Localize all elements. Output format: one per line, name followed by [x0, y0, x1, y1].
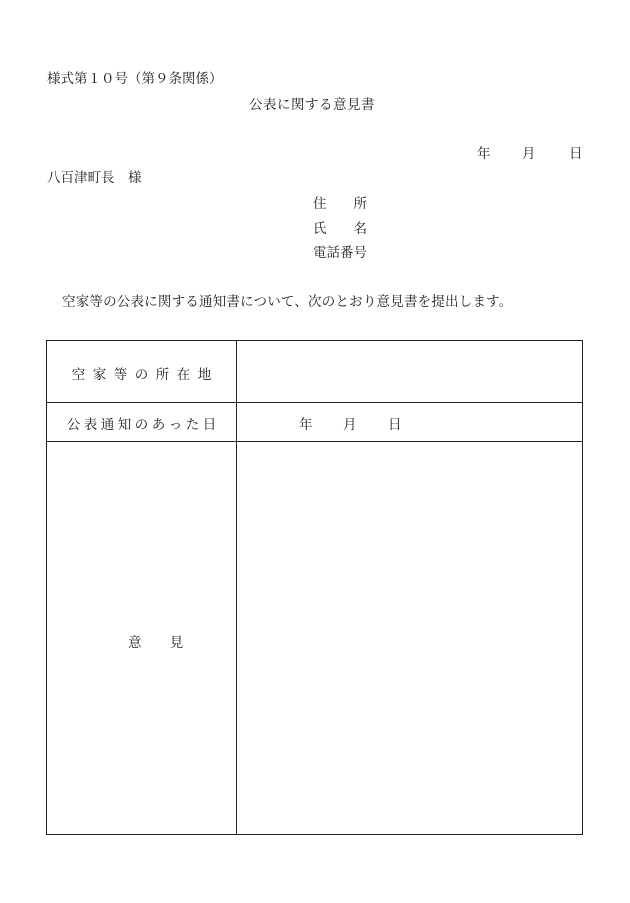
notice-date-label: 公 表 通 知 の あ っ た 日: [66, 417, 217, 433]
submission-date: [477, 142, 583, 162]
opinion-label: 意 見: [128, 635, 184, 651]
property-location-label: 空 家 等 の 所 在 地: [71, 367, 212, 383]
year-label: 年: [477, 146, 491, 162]
name-label: 氏 名: [313, 221, 367, 237]
month-label: 月: [522, 146, 536, 162]
address-field[interactable]: [313, 192, 369, 212]
year-label: 年: [299, 417, 313, 433]
intro-text: 空家等の公表に関する通知書について、次のとおり意見書を提出します。: [62, 294, 513, 310]
phone-label: 電話番号: [313, 245, 367, 261]
document-title: 公表に関する意見書: [249, 97, 375, 113]
notice-date-input[interactable]: [299, 413, 402, 433]
day-label: 日: [569, 146, 583, 162]
opinion-input[interactable]: [237, 442, 582, 834]
name-field[interactable]: [313, 217, 369, 237]
property-location-input[interactable]: [237, 341, 582, 402]
month-label: 月: [343, 417, 357, 433]
day-label: 日: [388, 417, 402, 433]
phone-field[interactable]: [313, 241, 369, 261]
form-number: 様式第１０号（第９条関係）: [47, 71, 223, 87]
row-divider: [47, 402, 582, 403]
address-label: 住 所: [313, 196, 367, 212]
recipient: 八百津町長 様: [47, 170, 142, 186]
opinion-form-table: [46, 340, 583, 835]
